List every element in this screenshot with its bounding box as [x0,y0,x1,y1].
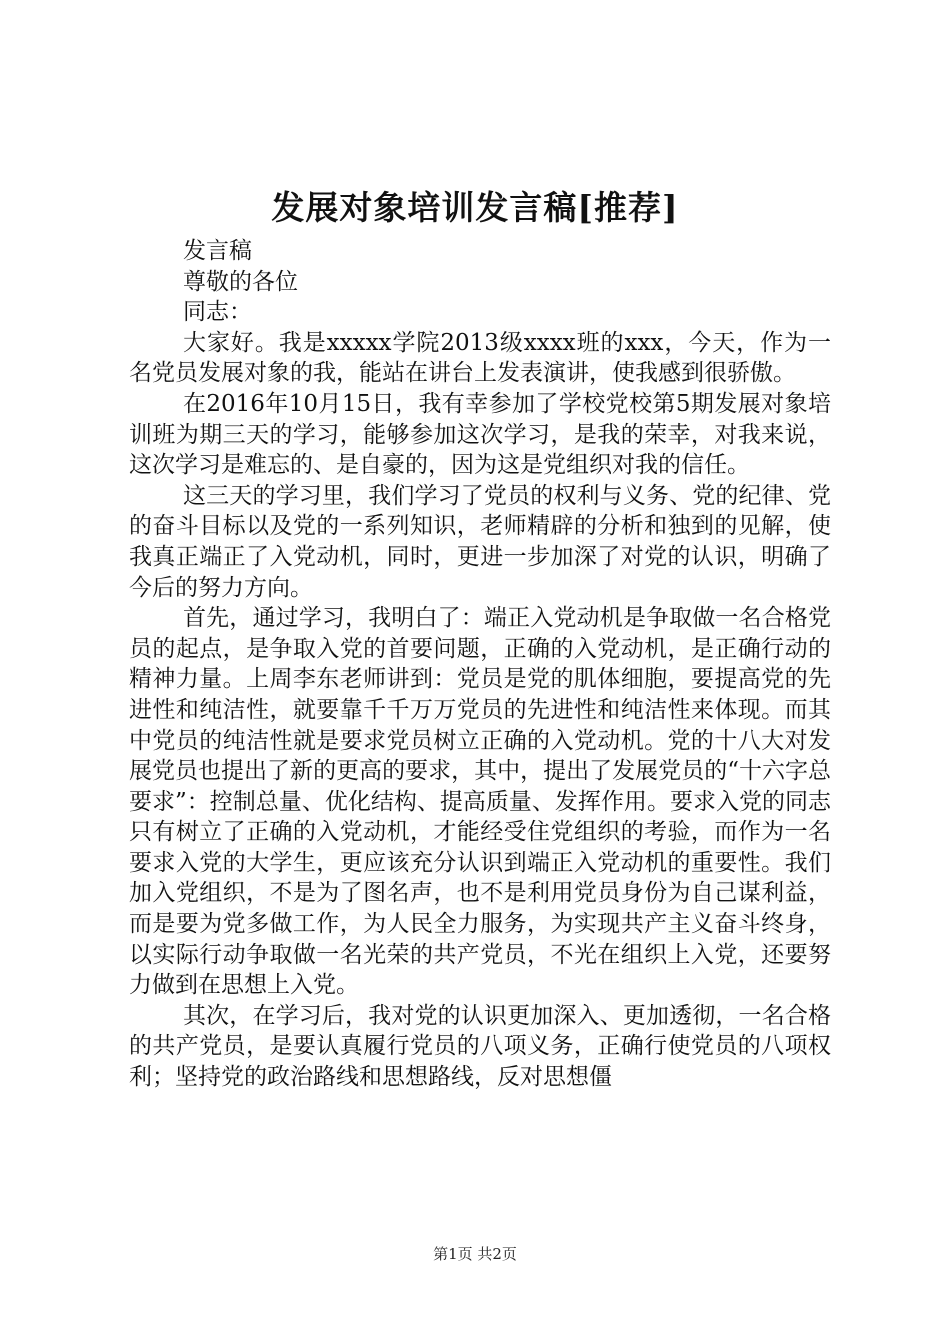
paragraph-3: 这三天的学习里，我们学习了党员的权利与义务、党的纪律、党的奋斗目标以及党的一系列知识，老师精辟的分析和独到的见解，使我真正端正了入党动机，同时，更进一步加深了对党的认识，明确了今后的努力方向。 [129,482,831,601]
salutation-line-1: 发言稿 [183,238,252,264]
salutation-line-3: 同志： [183,299,252,326]
document-body [129,236,831,1093]
salutation-line-2: 尊敬的各位 [183,268,298,295]
paragraph-2: 在2016年10月15日，我有幸参加了学校党校第5期发展对象培训班为期三天的学习，能够参加这次学习，是我的荣幸，对我来说，这次学习是难忘的、是自豪的，因为这是党组织对我的信任。 [129,390,831,479]
document-title: 发展对象培训发言稿[推荐] [271,188,679,227]
paragraph-4: 首先，通过学习，我明白了：端正入党动机是争取做一名合格党员的起点，是争取入党的首要问题，正确的入党动机，是正确行动的精神力量。上周李东老师讲到：党员是党的肌体细胞，要提高党的先进性和纯洁性，就要靠千千万万党员的先进性和纯洁性来体现。而其中党员的纯洁性就是要求党员树立正确的入党动机。党的十八大对发展党员也提出了新的更高的要求，其中，提出了发展党员的“十六字总要求”：控制总量、优化结构、提高质量、发挥作用。要求入党的同志只有树立了正确的入党动机，才能经受住党组织的考验，而作为一名要求入党的大学生，更应该充分认识到端正入党动机的重要性。我们加入党组织，不是为了图名声，也不是利用党员身份为自己谋利益，而是要为党多做工作，为人民全力服务，为实现共产主义奋斗终身，以实际行动争取做一名光荣的共产党员，不光在组织上入党，还要努力做到在思想上入党。 [129,605,831,999]
paragraph-5: 其次，在学习后，我对党的认识更加深入、更加透彻，一名合格的共产党员，是要认真履行党员的八项义务，正确行使党员的八项权利；坚持党的政治路线和思想路线，反对思想僵 [129,1002,831,1091]
paragraph-1: 大家好。我是xxxxx学院2013级xxxx班的xxx，今天，作为一名党员发展对象的我，能站在讲台上发表演讲，使我感到很骄傲。 [129,329,831,387]
page-footer: 第1页 共2页 [433,1245,517,1263]
